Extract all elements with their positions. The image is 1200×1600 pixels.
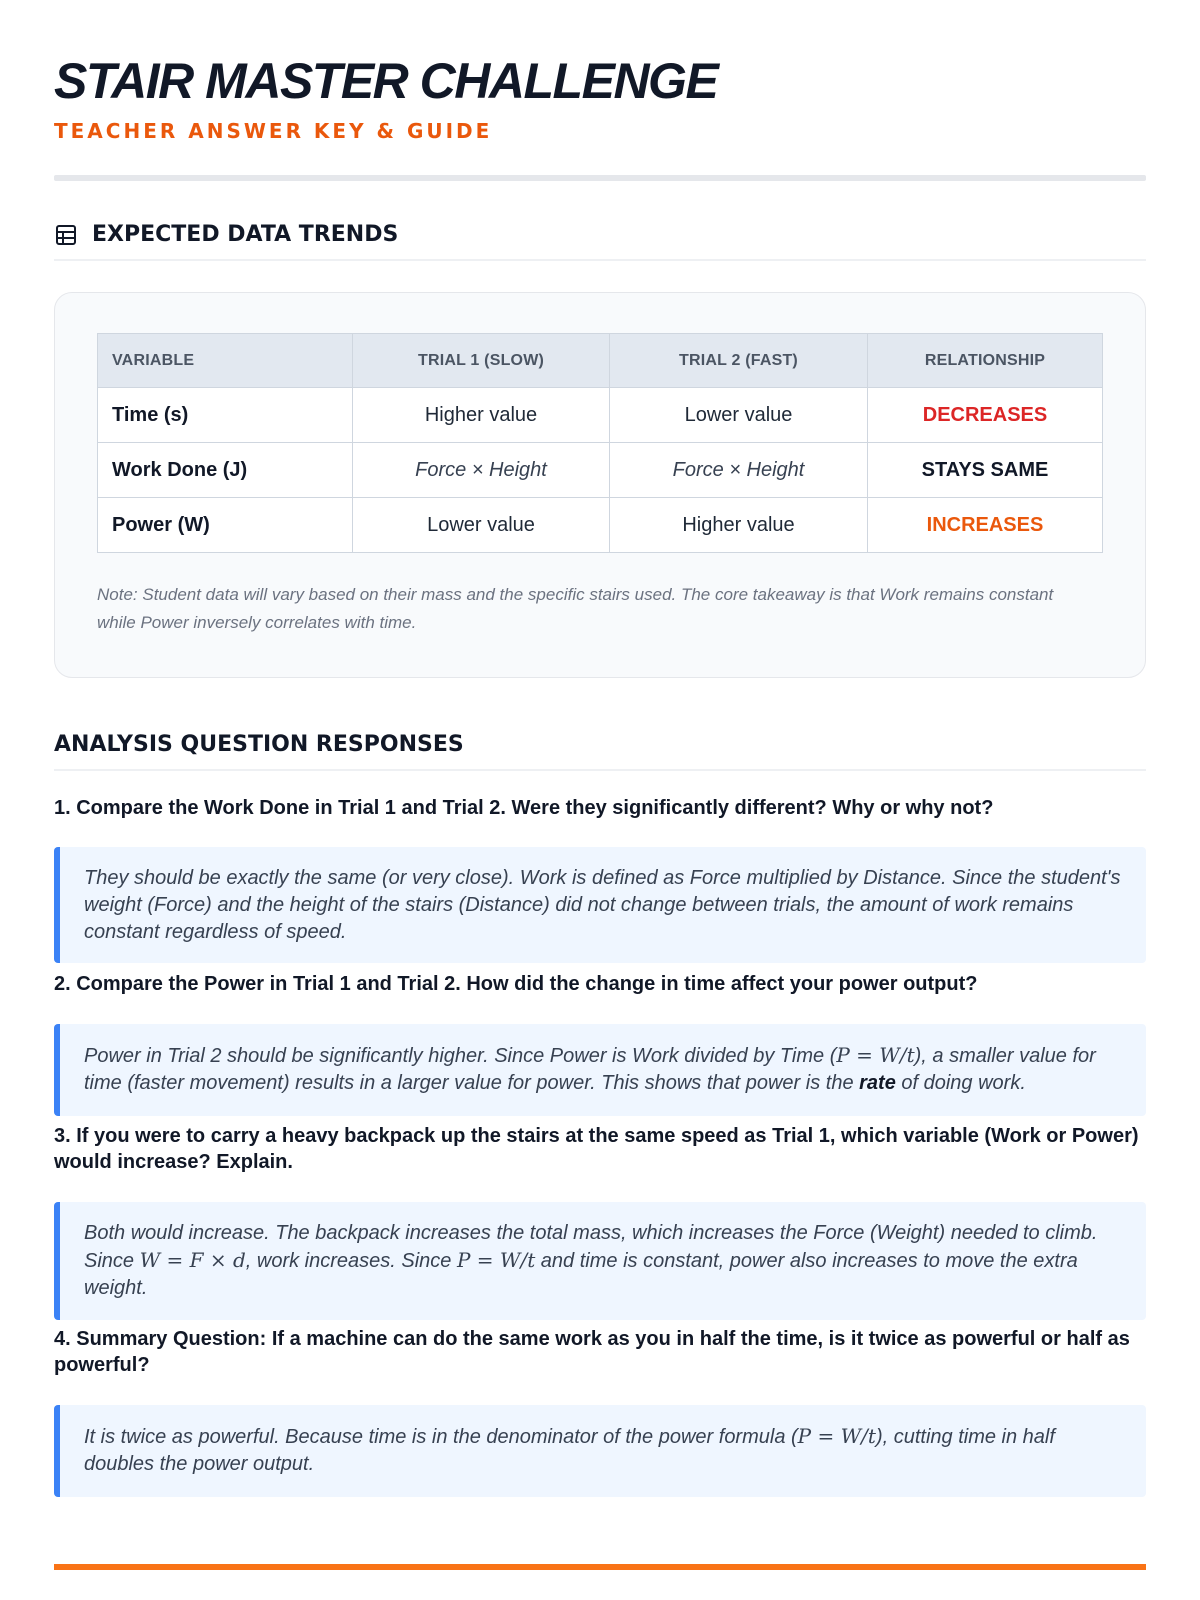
trends-note: Note: Student data will vary based on their mass and the specific stairs used. The core takeaway is that Work remains constant while Power inversely correlates with time. (97, 585, 1054, 632)
relationship-cell: DECREASES (868, 388, 1103, 443)
relationship-cell: STAYS SAME (868, 443, 1103, 498)
answer-text: ), a smaller value for time (faster movement) results in a larger value for power. This shows that power is the (84, 1045, 1096, 1094)
page-title: STAIR MASTER CHALLENGE (54, 53, 718, 109)
section-heading-analysis (54, 732, 1146, 771)
question-2: 2. Compare the Power in Trial 1 and Trial 2. How did the change in time affect your power output? (54, 973, 978, 995)
header-divider (54, 175, 1146, 181)
variable-cell: Work Done (J) (98, 443, 353, 498)
answer-text: of doing work. (895, 1072, 1026, 1094)
table-row (98, 443, 1103, 498)
question-4: 4. Summary Question: If a machine can do the same work as you in half the time, is it twice as powerful or half as powerful? (54, 1328, 1130, 1376)
answer-emphasis: rate (859, 1072, 896, 1094)
section-heading-label: EXPECTED DATA TRENDS (92, 222, 399, 247)
answer-text: Power in Trial 2 should be significantly higher. Since Power is Work divided by Time ( (84, 1045, 837, 1067)
trial1-cell: Lower value (353, 498, 610, 553)
column-header: TRIAL 2 (FAST) (610, 334, 868, 388)
work-formula: W = F × d (139, 1248, 246, 1272)
page-subtitle: TEACHER ANSWER KEY & GUIDE (54, 119, 493, 143)
relationship-cell: INCREASES (868, 498, 1103, 553)
power-formula: P = W/t (797, 1424, 876, 1448)
variable-cell: Power (W) (98, 498, 353, 553)
trial1-cell: Force × Height (353, 443, 610, 498)
column-header: VARIABLE (98, 334, 353, 388)
variable-cell: Time (s) (98, 388, 353, 443)
answer-1: They should be exactly the same (or very close). Work is defined as Force multiplied by Distance. Since the student's weight (Force) and the height of the stairs (Distance) did not change between trials, the amount of work remains constant regardless of speed. (54, 847, 1146, 963)
answer-text: , work increases. Since (245, 1250, 457, 1272)
trial1-cell: Higher value (353, 388, 610, 443)
answer-text: Both would increase. The backpack increases the total mass, which increases the Force (Weight) needed to climb. Since (84, 1222, 1098, 1272)
footer-divider (54, 1564, 1146, 1570)
table-row (98, 498, 1103, 553)
answer-text: ), cutting time in half doubles the power output. (84, 1426, 1055, 1475)
data-trends-table (97, 333, 1103, 553)
trial2-cell: Higher value (610, 498, 868, 553)
answer-4 (54, 1405, 1146, 1497)
section-heading-data-trends (54, 222, 1146, 261)
question-3: 3. If you were to carry a heavy backpack up the stairs at the same speed as Trial 1, which variable (Work or Power) would increase? Explain. (54, 1125, 1139, 1173)
column-header: RELATIONSHIP (868, 334, 1103, 388)
table-row (98, 388, 1103, 443)
table-icon (54, 223, 78, 247)
section-heading-label: ANALYSIS QUESTION RESPONSES (54, 732, 464, 757)
trial2-cell: Force × Height (610, 443, 868, 498)
power-formula: P = W/t (456, 1248, 536, 1272)
question-1: 1. Compare the Work Done in Trial 1 and Trial 2. Were they significantly different? Why or why not? (54, 797, 994, 819)
table-header-row (98, 334, 1103, 388)
answer-2 (54, 1024, 1146, 1116)
answer-text: and time is constant, power also increases to move the extra weight. (84, 1250, 1078, 1299)
trial2-cell: Lower value (610, 388, 868, 443)
answer-3 (54, 1202, 1146, 1320)
column-header: TRIAL 1 (SLOW) (353, 334, 610, 388)
power-formula: P = W/t (836, 1043, 915, 1067)
answer-text: It is twice as powerful. Because time is in the denominator of the power formula ( (84, 1426, 798, 1448)
data-trends-card (54, 292, 1146, 678)
